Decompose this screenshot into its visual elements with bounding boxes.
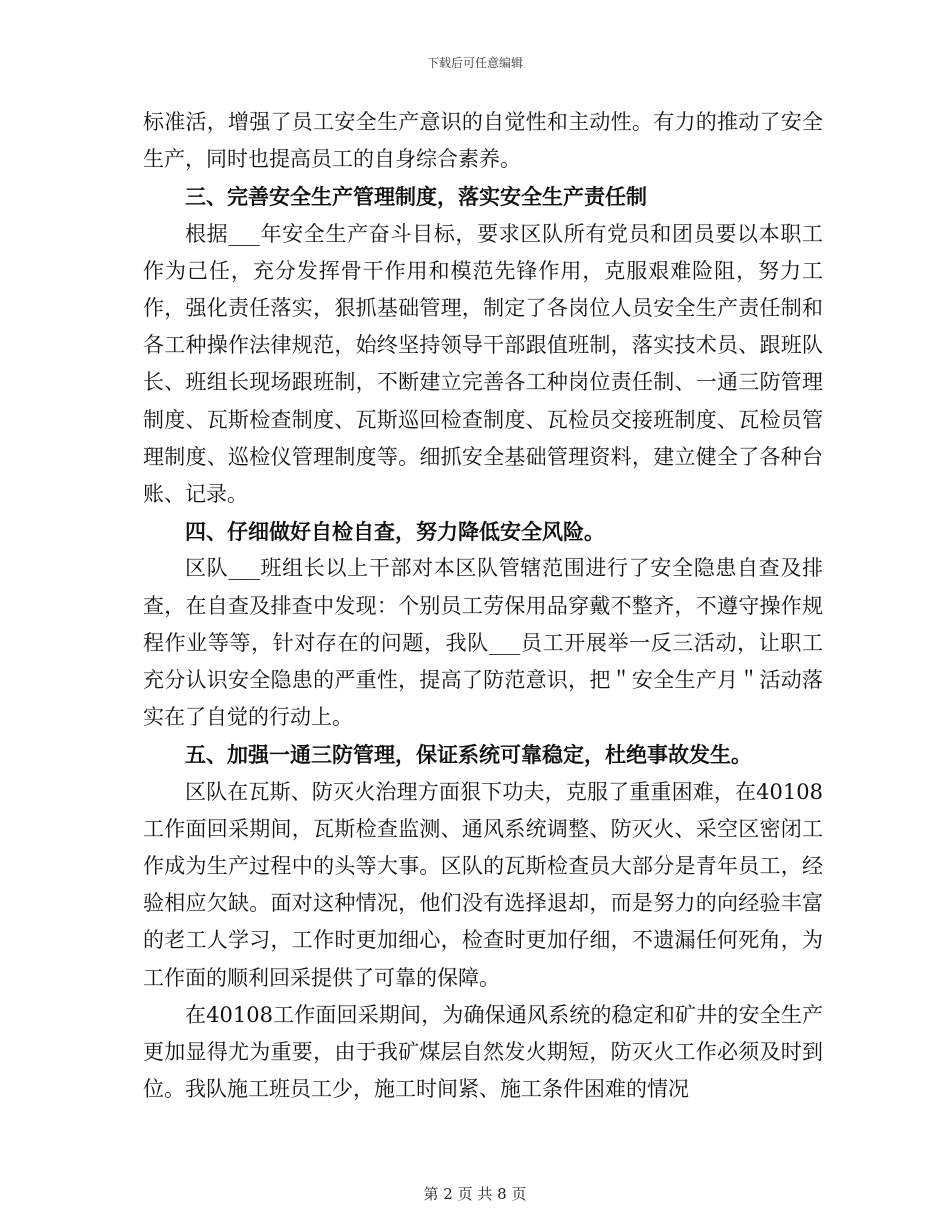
- paragraph-section-3: 根据___年安全生产奋斗目标，要求区队所有党员和团员要以本职工作为己任，充分发挥骨干作用和模范先锋作用，克服艰难险阻，努力工作，强化责任落实，狠抓基础管理，制定了各岗位人员安全生产责任制和各工种操作法律规范，始终坚持领导干部跟值班制，落实技术员、跟班队长、班组长现场跟班制，不断建立完善各工种岗位责任制、一通三防管理制度、瓦斯检查制度、瓦斯巡回检查制度、瓦检员交接班制度、瓦检员管理制度、巡检仪管理制度等。细抓安全基础管理资料，建立健全了各种台账、记录。: [143, 221, 823, 507]
- section-heading-5: 五、加强一通三防管理，保证系统可靠稳定，杜绝事故发生。: [185, 742, 752, 768]
- section-heading-3: 三、完善安全生产管理制度，落实安全生产责任制: [185, 184, 647, 210]
- paragraph-section-4: 区队___班组长以上干部对本区队管辖范围进行了安全隐患自查及排查，在自查及排查中发现：个别员工劳保用品穿戴不整齐，不遵守操作规程作业等等，针对存在的问题，我队___员工开展举一反三活动，让职工充分认识安全隐患的严重性，提高了防范意识，把＂安全生产月＂活动落实在了自觉的行动上。: [143, 556, 823, 730]
- paragraph-section-5b: 在40108工作面回采期间，为确保通风系统的稳定和矿井的安全生产更加显得尤为重要，由于我矿煤层自然发火期短，防灭火工作必须及时到位。我队施工班员工少，施工时间紧、施工条件困难的情况: [143, 1002, 823, 1102]
- page-header-note: 下载后可任意编辑: [426, 56, 523, 70]
- section-heading-4: 四、仔细做好自检自查，努力降低安全风险。: [185, 519, 605, 545]
- paragraph-intro: 标准活，增强了员工安全生产意识的自觉性和主动性。有力的推动了安全生产，同时也提高员工的自身综合素养。: [143, 110, 823, 172]
- paragraph-section-5a: 区队在瓦斯、防灭火治理方面狠下功夫，克服了重重困难，在40108工作面回采期间，瓦斯检查监测、通风系统调整、防灭火、采空区密闭工作成为生产过程中的头等大事。区队的瓦斯检查员大部分是青年员工，经验相应欠缺。面对这种情况，他们没有选择退却，而是努力的向经验丰富的老工人学习，工作时更加细心，检查时更加仔细，不遗漏任何死角，为工作面的顺利回采提供了可靠的保障。: [143, 779, 823, 990]
- page-number: 第 2 页 共 8 页: [423, 1185, 527, 1203]
- document-body: [143, 104, 823, 1108]
